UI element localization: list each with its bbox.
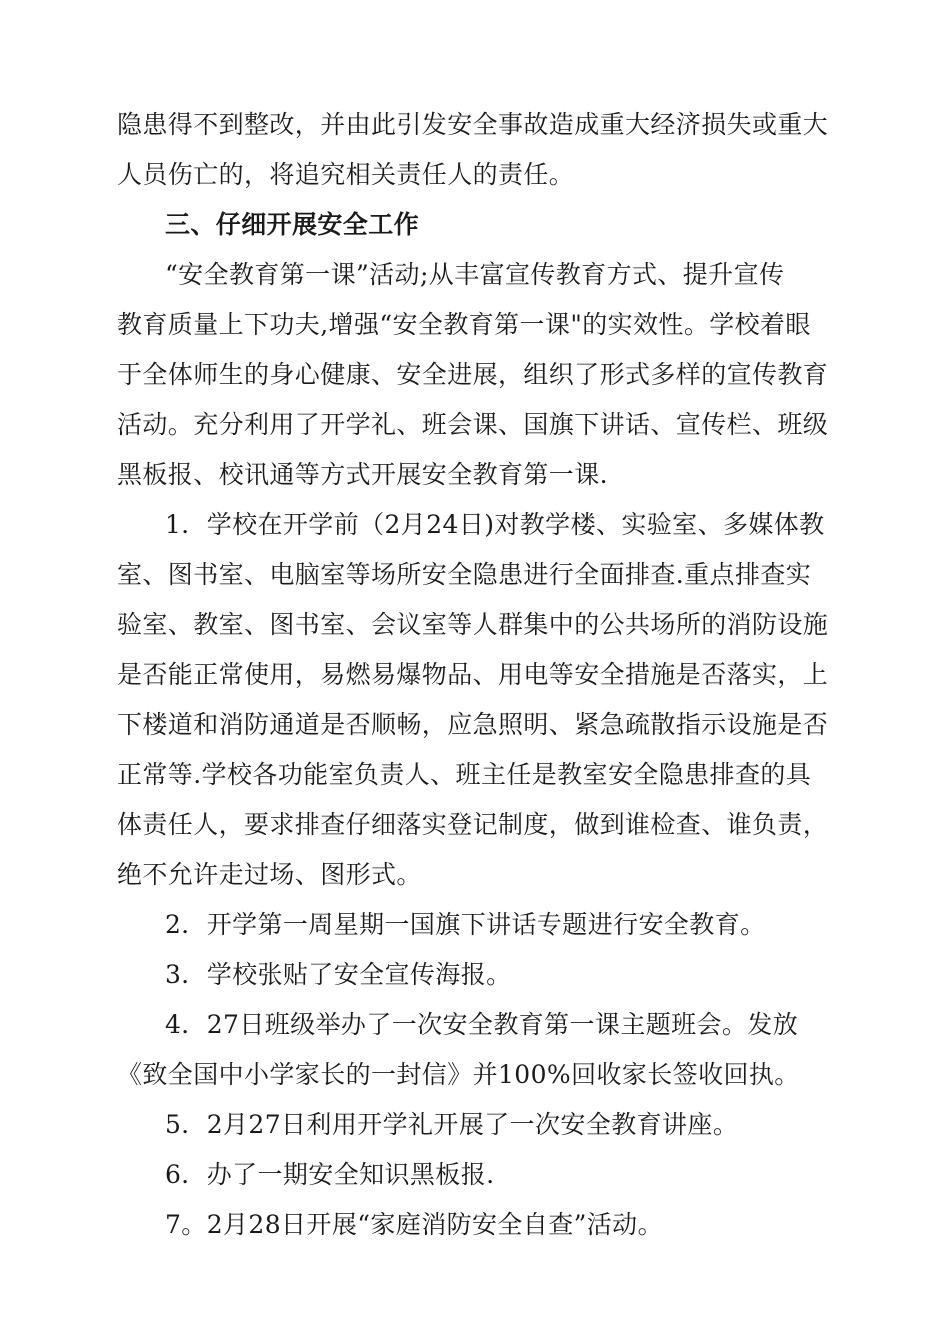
body-text-line: 室、图书室、电脑室等场所安全隐患进行全面排查.重点排查实: [117, 560, 812, 589]
body-text-line: 隐患得不到整改，并由此引发安全事故造成重大经济损失或重大: [117, 110, 829, 139]
list-item-line: 2．开学第一周星期一国旗下讲话专题进行安全教育。: [165, 910, 766, 939]
list-item-line: 1．学校在开学前（2月24日)对教学楼、实验室、多媒体教: [165, 510, 825, 539]
list-item-line: 6．办了一期安全知识黑板报.: [165, 1160, 495, 1189]
body-text-line: 黑板报、校讯通等方式开展安全教育第一课.: [117, 460, 608, 489]
body-text-line: 活动。充分利用了开学礼、班会课、国旗下讲话、宣传栏、班级: [117, 410, 829, 439]
list-item-line: 7。2月28日开展“家庭消防安全自查”活动。: [165, 1210, 663, 1239]
body-text-line: 教育质量上下功夫,增强“安全教育第一课"的实效性。学校着眼: [117, 310, 811, 339]
body-text-line: “安全教育第一课”活动;从丰富宣传教育方式、提升宣传: [165, 260, 785, 289]
list-item-line: 5．2月27日利用开学礼开展了一次安全教育讲座。: [165, 1110, 739, 1139]
body-text-line: 下楼道和消防通道是否顺畅，应急照明、紧急疏散指示设施是否: [117, 710, 829, 739]
body-text-line: 验室、教室、图书室、会议室等人群集中的公共场所的消防设施: [117, 610, 829, 639]
body-text-line: 《致全国中小学家长的一封信》并100%回收家长签收回执。: [117, 1060, 800, 1089]
body-text-line: 绝不允许走过场、图形式。: [117, 860, 422, 889]
section-heading: 三、仔细开展安全工作: [165, 210, 420, 239]
body-text-line: 人员伤亡的，将追究相关责任人的责任。: [117, 160, 575, 189]
list-item-line: 3．学校张贴了安全宣传海报。: [165, 960, 512, 989]
list-item-line: 4．27日班级举办了一次安全教育第一课主题班会。发放: [165, 1010, 799, 1039]
body-text-line: 正常等.学校各功能室负责人、班主任是教室安全隐患排查的具: [117, 760, 812, 789]
body-text-line: 是否能正常使用，易燃易爆物品、用电等安全措施是否落实，上: [117, 660, 829, 689]
body-text-line: 于全体师生的身心健康、安全进展，组织了形式多样的宣传教育: [117, 360, 829, 389]
body-text-line: 体责任人，要求排查仔细落实登记制度，做到谁检查、谁负责，: [117, 810, 829, 839]
